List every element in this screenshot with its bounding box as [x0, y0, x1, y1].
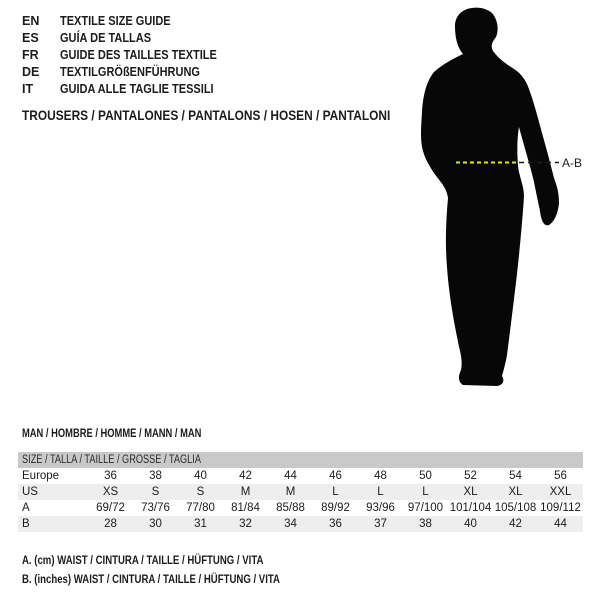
size-value: 46 — [329, 470, 342, 482]
size-value: S — [151, 486, 160, 498]
size-value: 97/100 — [407, 502, 444, 514]
size-value: 38 — [149, 470, 162, 482]
man-silhouette — [421, 8, 559, 386]
language-row — [22, 47, 238, 64]
footnote-a: A. (cm) WAIST / CINTURA / TAILLE / HÜFTUNG / VITA — [22, 553, 264, 567]
size-value: 32 — [239, 518, 252, 530]
size-value: 38 — [419, 518, 432, 530]
size-value: 40 — [194, 470, 207, 482]
gender-section-title: MAN / HOMBRE / HOMME / MANN / MAN — [22, 426, 202, 440]
row-label: US — [22, 486, 38, 498]
table-row — [18, 516, 583, 532]
size-value: 30 — [149, 518, 162, 530]
size-value: L — [332, 486, 339, 498]
language-row — [22, 13, 238, 30]
language-row — [22, 81, 238, 98]
size-value: 42 — [239, 470, 252, 482]
row-label: B — [22, 518, 30, 530]
size-value: 85/88 — [276, 502, 305, 514]
size-value: 73/76 — [141, 502, 170, 514]
size-value: 36 — [104, 470, 117, 482]
table-row — [18, 500, 583, 516]
language-code: ES — [22, 31, 39, 45]
size-value: L — [377, 486, 384, 498]
size-value: 42 — [509, 518, 522, 530]
size-value: 89/92 — [321, 502, 350, 514]
row-label: Europe — [22, 470, 60, 482]
language-row — [22, 30, 238, 47]
size-value: 34 — [284, 518, 297, 530]
size-value: 52 — [464, 470, 477, 482]
size-table-header: SIZE / TALLA / TAILLE / GRÖSSE / TAGLIA — [18, 452, 583, 468]
size-value: M — [285, 486, 296, 498]
size-value: 37 — [374, 518, 387, 530]
size-value: 77/80 — [186, 502, 215, 514]
size-value: 31 — [194, 518, 207, 530]
measure-label-ab: A-B — [562, 156, 583, 170]
language-row — [22, 64, 238, 81]
table-row — [18, 484, 583, 500]
size-value: XXL — [549, 486, 572, 498]
size-value: 101/104 — [449, 502, 492, 514]
size-value: 44 — [284, 470, 297, 482]
footnote-b: B. (inches) WAIST / CINTURA / TAILLE / HÜFTUNG / VITA — [22, 572, 280, 586]
language-label: GUÍA DE TALLAS — [60, 31, 152, 45]
size-value: 50 — [419, 470, 432, 482]
size-value: 36 — [329, 518, 342, 530]
size-value: XL — [463, 486, 478, 498]
language-code: DE — [22, 65, 40, 79]
size-value: 109/112 — [540, 502, 581, 514]
language-label: GUIDE DES TAILLES TEXTILE — [60, 48, 217, 62]
language-label: TEXTILE SIZE GUIDE — [60, 14, 171, 28]
size-table — [18, 468, 583, 532]
size-value: 44 — [554, 518, 567, 530]
size-value: 48 — [374, 470, 387, 482]
language-label: TEXTILGRÖßENFÜHRUNG — [60, 65, 200, 79]
size-value: 105/108 — [494, 502, 537, 514]
language-code: FR — [22, 48, 39, 62]
size-value: L — [422, 486, 429, 498]
size-value: 56 — [554, 470, 567, 482]
language-code: IT — [22, 82, 34, 96]
size-value: XL — [508, 486, 523, 498]
language-label: GUIDA ALLE TAGLIE TESSILI — [60, 82, 214, 96]
size-value: 81/84 — [231, 502, 260, 514]
language-code: EN — [22, 14, 40, 28]
table-row — [18, 468, 583, 484]
language-list — [22, 13, 238, 98]
size-value: XS — [102, 486, 119, 498]
category-title: TROUSERS / PANTALONES / PANTALONS / HOSEN / PANTALONI — [22, 107, 391, 123]
size-value: S — [196, 486, 205, 498]
size-value: 40 — [464, 518, 477, 530]
man-silhouette-figure — [410, 0, 600, 400]
row-label: A — [22, 502, 30, 514]
size-value: M — [240, 486, 251, 498]
size-value: 69/72 — [96, 502, 125, 514]
size-value: 28 — [104, 518, 117, 530]
size-value: 93/96 — [366, 502, 395, 514]
size-value: 54 — [509, 470, 522, 482]
footnotes — [22, 551, 344, 589]
